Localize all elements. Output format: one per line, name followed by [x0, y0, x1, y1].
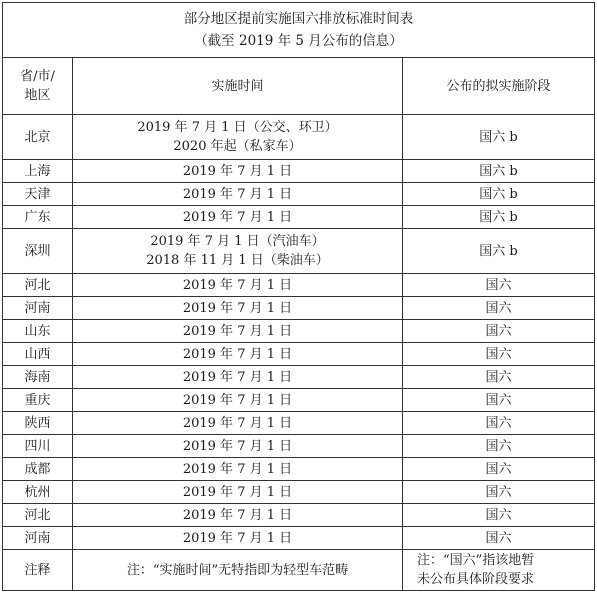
region-cell: 深圳: [3, 229, 73, 274]
time-cell: [73, 343, 403, 366]
region-cell: 山西: [3, 343, 73, 366]
region-cell: 北京: [3, 115, 73, 160]
table-row: [3, 206, 595, 229]
table-row: [3, 183, 595, 206]
time-line: 2019 年 7 月 1 日: [182, 277, 293, 293]
table-title: 部分地区提前实施国六排放标准时间表: [183, 11, 414, 27]
time-line: 2019 年 7 月 1 日: [182, 461, 293, 477]
region-cell: 河北: [3, 504, 73, 527]
table-row: [3, 343, 595, 366]
time-line: 2019 年 7 月 1 日: [182, 186, 293, 202]
region-cell: 四川: [3, 435, 73, 458]
header-stage: 公布的拟实施阶段: [403, 58, 595, 115]
region-cell: 天津: [3, 183, 73, 206]
table-row: [3, 481, 595, 504]
time-line: 2019 年 7 月 1 日: [182, 438, 293, 454]
table-row: [3, 458, 595, 481]
region-cell: 陕西: [3, 412, 73, 435]
stage-cell: 国六: [403, 481, 595, 504]
header-region-line1: 省/市/: [20, 69, 55, 84]
stage-cell: 国六 b: [403, 229, 595, 274]
region-cell: 河北: [3, 274, 73, 297]
note-label: 注释: [3, 550, 73, 591]
time-cell: [73, 274, 403, 297]
table-subtitle: （截至 2019 年 5 月公布的信息）: [194, 33, 403, 49]
time-line: 2019 年 7 月 1 日: [182, 300, 293, 316]
stage-cell: 国六 b: [403, 183, 595, 206]
region-cell: 河南: [3, 297, 73, 320]
table-row: [3, 297, 595, 320]
time-cell: [73, 366, 403, 389]
time-cell: [73, 412, 403, 435]
time-line: 2019 年 7 月 1 日: [182, 346, 293, 362]
stage-cell: 国六: [403, 527, 595, 550]
time-line: 2020 年起（私家车）: [173, 139, 302, 154]
stage-cell: 国六: [403, 458, 595, 481]
table-row: [3, 435, 595, 458]
region-cell: 成都: [3, 458, 73, 481]
time-cell: [73, 297, 403, 320]
time-cell: [73, 183, 403, 206]
table-row: [3, 229, 595, 274]
stage-cell: 国六: [403, 366, 595, 389]
note-stage-line2: 未公布具体阶段要求: [417, 572, 535, 587]
region-cell: 重庆: [3, 389, 73, 412]
time-cell: [73, 527, 403, 550]
region-cell: 上海: [3, 160, 73, 183]
time-line: 2019 年 7 月 1 日: [182, 209, 293, 225]
stage-cell: 国六: [403, 320, 595, 343]
stage-cell: 国六: [403, 343, 595, 366]
time-cell: [73, 389, 403, 412]
stage-cell: 国六: [403, 389, 595, 412]
header-region-line2: 地区: [24, 88, 51, 103]
region-cell: 河南: [3, 527, 73, 550]
table-row: [3, 389, 595, 412]
time-cell: [73, 160, 403, 183]
table-row: [3, 115, 595, 160]
note-stage-line1: 注：“国六”指该地暂: [417, 553, 535, 568]
time-line: 2019 年 7 月 1 日: [182, 530, 293, 546]
note-row: [3, 550, 595, 591]
time-line: 2019 年 7 月 1 日: [182, 484, 293, 500]
time-line: 2019 年 7 月 1 日（汽油车）: [150, 234, 325, 249]
time-cell: [73, 229, 403, 274]
region-cell: 杭州: [3, 481, 73, 504]
stage-cell: 国六 b: [403, 115, 595, 160]
region-cell: 广东: [3, 206, 73, 229]
time-line: 2019 年 7 月 1 日: [182, 369, 293, 385]
table-row: [3, 320, 595, 343]
title-row: [3, 3, 595, 58]
stage-cell: 国六: [403, 504, 595, 527]
region-cell: 海南: [3, 366, 73, 389]
time-line: 2019 年 7 月 1 日: [182, 323, 293, 339]
table-row: [3, 366, 595, 389]
time-line: 2018 年 11 月 1 日（柴油车）: [146, 253, 329, 268]
time-line: 2019 年 7 月 1 日（公交、环卫）: [137, 120, 338, 135]
time-cell: [73, 435, 403, 458]
time-cell: [73, 458, 403, 481]
header-row: [3, 58, 595, 115]
time-cell: [73, 504, 403, 527]
region-cell: 山东: [3, 320, 73, 343]
table-row: [3, 412, 595, 435]
stage-cell: 国六: [403, 297, 595, 320]
table-row: [3, 274, 595, 297]
stage-cell: 国六: [403, 274, 595, 297]
note-time: 注：“实施时间”无特指即为轻型车范畴: [73, 550, 403, 591]
schedule-table: [2, 2, 595, 591]
table-row: [3, 504, 595, 527]
header-time: 实施时间: [73, 58, 403, 115]
table-row: [3, 160, 595, 183]
time-line: 2019 年 7 月 1 日: [182, 392, 293, 408]
time-cell: [73, 115, 403, 160]
table-row: [3, 527, 595, 550]
time-cell: [73, 206, 403, 229]
title-cell: [3, 3, 595, 58]
stage-cell: 国六 b: [403, 206, 595, 229]
time-cell: [73, 320, 403, 343]
stage-cell: 国六: [403, 435, 595, 458]
time-line: 2019 年 7 月 1 日: [182, 415, 293, 431]
time-line: 2019 年 7 月 1 日: [182, 507, 293, 523]
note-stage: [403, 550, 595, 591]
time-cell: [73, 481, 403, 504]
stage-cell: 国六 b: [403, 160, 595, 183]
time-line: 2019 年 7 月 1 日: [182, 163, 293, 179]
header-region: [3, 58, 73, 115]
stage-cell: 国六: [403, 412, 595, 435]
